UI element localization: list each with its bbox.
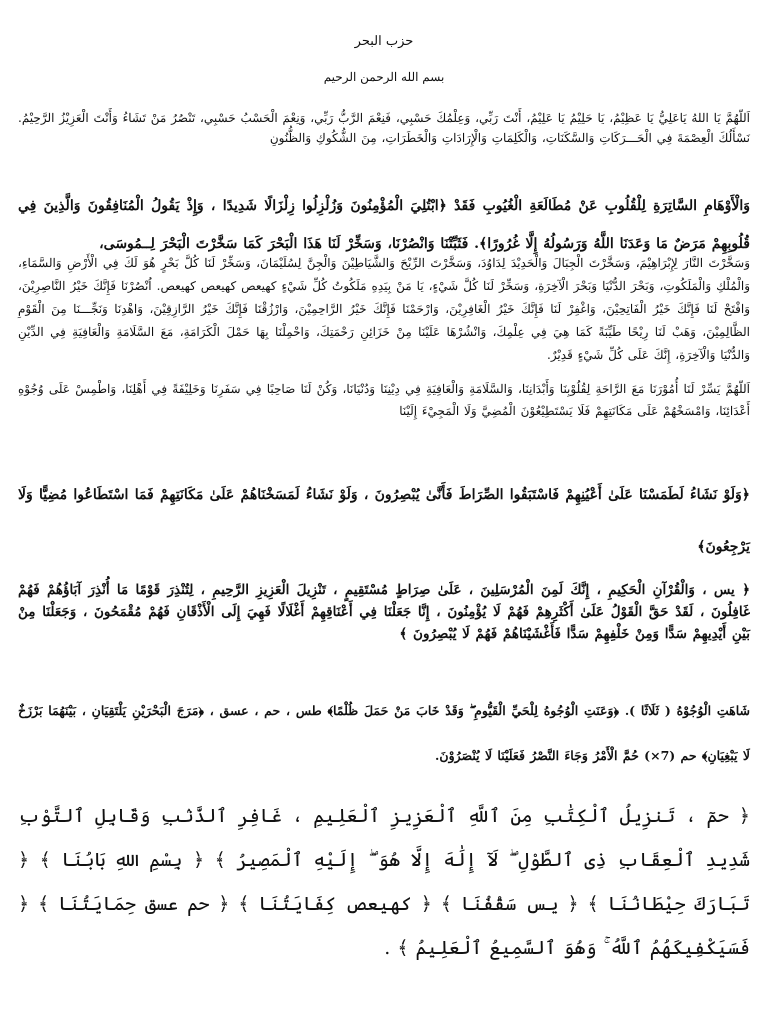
paragraph-subjugation: وَسَخَّرْتَ النَّارَ لِإِبْرَاهِيْمَ، وَسَخَّرْتَ الْجِبَالَ وَالْحَدِيْدَ لِدَاوُدَ، وَسَخَّرْتَ الرِّيْحَ وَالشَّيَاطِيْنَ وَالْجِنَّ لِسُلَيْمَانَ، وَسَخِّرْ لَنَا كُلَّ بَحْرٍ هُوَ لَكَ فِي الْأَرْضِ وَالسَّمَاءِ، وَالْمُلْكِ وَالْمَلَكُوتِ، وَبَحْرَ الدُّنْيَا وَبَحْرَ الْآخِرَةِ، وَسَخِّرْ لَنَا كُلَّ شَيْءٍ، يَا مَنْ بِيَدِهِ مَلَكُوتُ كُلِّ شَيْءٍ كهيعص كهيعص كهيعص. اُنْصُرْنَا فَإِنَّكَ خَيْرُ النَّاصِرِيْنَ، وَافْتَحْ لَنَا فَإِنَّكَ خَيْرُ الْفَاتِحِيْنَ، وَاغْفِرْ لَنَا فَإِنَّكَ خَيْرُ الْغَافِرِيْنَ، وَارْحَمْنَا فَإِنَّكَ خَيْرُ الرَّاحِمِيْنَ، وَارْزُقْنَا فَإِنَّكَ خَيْرُ الرَّازِقِيْنَ، وَاهْدِنَا وَنَجِّـــنَا مِنَ الْقَوْمِ الظَّالِمِيْنَ، وَهَبْ لَنَا رِيْحًا طَيِّبَةً كَمَا هِيَ فِي عِلْمِكَ، وَانْشُرْهَا عَلَيْنَا مِنْ خَزَائِنِ رَحْمَتِكَ، وَاحْمِلْنَا بِهَا حَمْلَ الْكَرَامَةِ، مَعَ السَّلَامَةِ وَالْعَافِيَةِ فِي الدِّيْنِ وَالدُّنْيَا وَالْآخِرَةِ، إِنَّكَ عَلَى كُلِّ شَيْءٍ قَدِيْرٌ. xyxy=(18,256,750,362)
paragraph-verse-yasin-66: ﴿وَلَوْ نَشَاءُ لَطَمَسْنَا عَلَىٰ أَعْيُنِهِمْ فَاسْتَبَقُوا الصِّرَاطَ فَأَنَّىٰ يُبْصِرُونَ ، وَلَوْ نَشَاءُ لَمَسَخْنَاهُمْ عَلَىٰ مَكَانَتِهِمْ فَمَا اسْتَطَاعُوا مُضِيًّا وَلَا يَرْجِعُونَ﴾ xyxy=(18,487,750,555)
paragraph-ease-request: اَللّهُمَّ يَسِّرْ لَنَا أُمُوْرَنَا مَعَ الرَّاحَةِ لِقُلُوْبِنَا وَأَبْدَانِنَا، وَالسَّلَامَةِ وَالْعَافِيَةِ فِي دِيْنِنَا وَدُنْيَانَا، وَكُنْ لَنَا صَاحِبًا فِي سَفَرِنَا وَخَلِيْفَةً فِي أَهْلِنَا، وَاطْمِسْ عَلَى وُجُوْهِ أَعْدَائِنَا، وَامْسَخْهُمْ عَلَى مَكَانَتِهِمْ فَلَا يَسْتَطِيْعُوْنَ الْمُضِيَّ وَلَا الْمَجِيْءَ إِلَيْنَا xyxy=(18,382,750,418)
paragraph-ghafir-protection: ﴿ حمٓ ، تَنزِيلُ ٱلْكِتَٰبِ مِنَ ٱللَّهِ ٱلْعَزِيزِ ٱلْعَلِيمِ ، غَافِرِ ٱلذَّنۢبِ وَقَابِلِ ٱلتَّوْبِ شَدِيدِ ٱلْعِقَابِ ذِى ٱلطَّوْلِ ۖ لَآ إِلَٰهَ إِلَّا هُوَ ۖ إِلَيْهِ ٱلْمَصِيرُ ﴾ ﴿ بِسْمِ اللهِ بَابُنَا ﴾ ﴿ تَبَارَكَ حِيْطَانُنَا ﴾ ﴿ يس سَقْفُنَا ﴾ ﴿ كهيعص كِفَايَتُنَا ﴾ ﴿ حم عسق حِمَايَتُنَا ﴾ ﴿ فَسَيَكْفِيكَهُمُ ٱللَّهُ ۚ وَهُوَ ٱلسَّمِيعُ ٱلْعَلِيمُ ﴾ . xyxy=(18,805,751,959)
document-title: حزب البحر xyxy=(354,34,414,49)
paragraph-opening-supplication: اَللّهُمَّ يَا اللهُ يَاعَلِيُّ يَا عَظِيْمُ، يَا حَلِيْمُ يَا عَلِيْمُ، أَنْتَ رَبِّي، وَعِلْمُكَ حَسْبِي، فَنِعْمَ الرَّبُّ رَبِّي، وَنِعْمَ الْحَسْبُ حَسْبِي، تَنْصُرُ مَنْ تَشَاءُ وَأَنْتَ الْعَزِيْزُ الرَّحِيْمُ. نَسْأَلُكَ الْعِصْمَةَ فِي الْحَـــرَكَاتِ وَالسَّكَنَاتِ، وَالْكَلِمَاتِ وَالْإِرَادَاتِ وَالْخَطَرَاتِ، مِنَ الشُّكُوكِ وَالظُّنُونِ xyxy=(18,111,750,145)
basmala-line: بسم الله الرحمن الرحيم xyxy=(323,70,445,84)
paragraph-faces-disgraced: شَاهَتِ الْوُجُوْهُ ( ثَلَاثًا ). ﴿وَعَنَتِ الْوُجُوهُ لِلْحَيِّ الْقَيُّومِ ۖ وَقَدْ خَابَ مَنْ حَمَلَ ظُلْمًا﴾ طس ، حم ، عسق ، ﴿مَرَجَ الْبَحْرَيْنِ يَلْتَقِيَانِ ، بَيْنَهُمَا بَرْزَخٌ لَا يَبْغِيَانِ﴾ حم (7×) حُمَّ الْأَمْرُ وَجَاءَ النَّصْرُ فَعَلَيْنَا لَا يُنْصَرُوْنَ. xyxy=(18,702,750,763)
paragraph-surah-yasin: ﴿ يس ، وَالْقُرْآنِ الْحَكِيمِ ، إِنَّكَ لَمِنَ الْمُرْسَلِينَ ، عَلَىٰ صِرَاطٍ مُسْتَقِيمٍ ، تَنْزِيلَ الْعَزِيزِ الرَّحِيمِ ، لِتُنْذِرَ قَوْمًا مَا أُنْذِرَ آبَاؤُهُمْ فَهُمْ غَافِلُونَ ، لَقَدْ حَقَّ الْقَوْلُ عَلَىٰ أَكْثَرِهِمْ فَهُمْ لَا يُؤْمِنُونَ ، إِنَّا جَعَلْنَا فِي أَعْنَاقِهِمْ أَغْلَالًا فَهِيَ إِلَى الْأَذْقَانِ فَهُمْ مُقْمَحُونَ ، وَجَعَلْنَا مِنْ بَيْنِ أَيْدِيهِمْ سَدًّا وَمِنْ خَلْفِهِمْ سَدًّا فَأَغْشَيْنَاهُمْ فَهُمْ لَا يُبْصِرُونَ ﴾ xyxy=(18,581,750,642)
paragraph-verse-trial: وَالْأَوْهَامِ السَّاتِرَةِ لِلْقُلُوبِ عَنْ مُطَالَعَةِ الْغُيُوبِ فَقَدْ ﴿ابْتُلِيَ الْمُؤْمِنُونَ وَزُلْزِلُوا زِلْزَالًا شَدِيدًا ، وَإِذْ يَقُولُ الْمُنَافِقُونَ وَالَّذِينَ فِي قُلُوبِهِمْ مَرَضٌ مَا وَعَدَنَا اللَّهُ وَرَسُولُهُ إِلَّا غُرُورًا﴾. فَثَبِّتْنَا وَانْصُرْنَا، وَسَخِّرْ لَنَا هَذَا الْبَحْرَ كَمَا سَخَّرْتَ الْبَحْرَ لِــمُوسَى، xyxy=(18,198,750,252)
